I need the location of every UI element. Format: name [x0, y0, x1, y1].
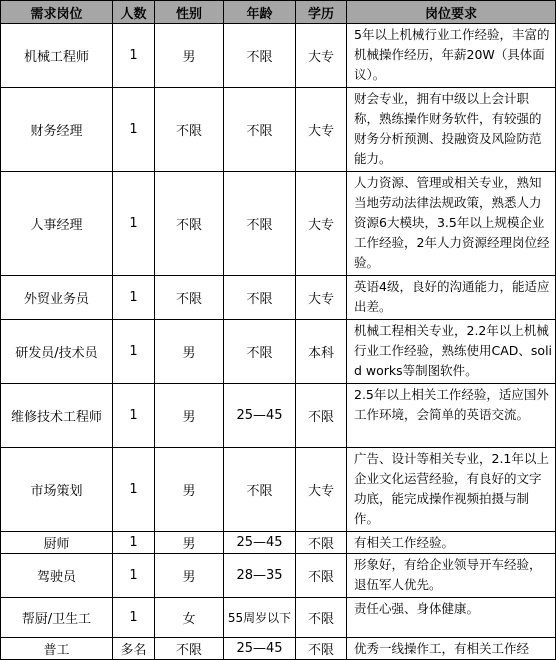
gender-cell: 男 — [155, 24, 224, 88]
header-row — [1, 1, 556, 24]
header-count: 人数 — [113, 1, 155, 24]
gender-cell: 男 — [155, 384, 224, 448]
requirement-cell: 优秀一线操作工，有相关工作经 — [347, 638, 556, 660]
header-gender: 性别 — [155, 1, 224, 24]
header-requirement: 岗位要求 — [347, 1, 556, 24]
age-cell: 不限 — [224, 172, 296, 276]
gender-cell: 不限 — [155, 88, 224, 172]
position-cell: 厨师 — [1, 532, 113, 554]
header-education: 学历 — [296, 1, 347, 24]
gender-cell: 不限 — [155, 276, 224, 320]
count-cell: 1 — [113, 24, 155, 88]
table-row — [1, 598, 556, 638]
age-cell: 不限 — [224, 276, 296, 320]
table-row — [1, 320, 556, 384]
requirement-cell: 责任心强、身体健康。 — [347, 598, 556, 638]
count-cell: 1 — [113, 320, 155, 384]
count-cell: 多名 — [113, 638, 155, 660]
table-row — [1, 24, 556, 88]
position-cell: 普工 — [1, 638, 113, 660]
education-cell: 本科 — [296, 320, 347, 384]
position-cell: 维修技术工程师 — [1, 384, 113, 448]
age-cell: 25—45 — [224, 384, 296, 448]
education-cell: 大专 — [296, 448, 347, 532]
gender-cell: 男 — [155, 320, 224, 384]
education-cell: 大专 — [296, 172, 347, 276]
count-cell: 1 — [113, 384, 155, 448]
position-cell: 市场策划 — [1, 448, 113, 532]
count-cell: 1 — [113, 532, 155, 554]
table-row — [1, 638, 556, 660]
requirement-cell: 2.5年以上相关工作经验，适应国外工作环境，会简单的英语交流。 — [347, 384, 556, 448]
header-position: 需求岗位 — [1, 1, 113, 24]
education-cell: 不限 — [296, 638, 347, 660]
table-row — [1, 554, 556, 598]
position-cell: 外贸业务员 — [1, 276, 113, 320]
requirement-cell: 财会专业，拥有中级以上会计职称，熟练操作财务软件，有较强的财务分析预测、投融资及风险防范能力。 — [347, 88, 556, 172]
table-row — [1, 448, 556, 532]
position-cell: 人事经理 — [1, 172, 113, 276]
requirement-cell: 广告、设计等相关专业，2.1年以上企业文化运营经验，有良好的文字功底，能完成操作视频拍摄与制作。 — [347, 448, 556, 532]
header-age: 年龄 — [224, 1, 296, 24]
age-cell: 不限 — [224, 88, 296, 172]
count-cell: 1 — [113, 88, 155, 172]
table-row — [1, 172, 556, 276]
count-cell: 1 — [113, 276, 155, 320]
requirement-cell: 有相关工作经验。 — [347, 532, 556, 554]
gender-cell: 不限 — [155, 172, 224, 276]
education-cell: 大专 — [296, 88, 347, 172]
gender-cell: 男 — [155, 532, 224, 554]
education-cell: 不限 — [296, 554, 347, 598]
position-cell: 研发员/技术员 — [1, 320, 113, 384]
requirement-cell: 5年以上机械行业工作经验，丰富的机械操作经历，年薪20W（具体面议）。 — [347, 24, 556, 88]
table-row — [1, 532, 556, 554]
education-cell: 不限 — [296, 532, 347, 554]
education-cell: 大专 — [296, 24, 347, 88]
requirement-cell: 英语4级，良好的沟通能力，能适应出差。 — [347, 276, 556, 320]
requirement-cell: 形象好，有给企业领导开车经验，退伍军人优先。 — [347, 554, 556, 598]
age-cell: 不限 — [224, 320, 296, 384]
gender-cell: 女 — [155, 598, 224, 638]
count-cell: 1 — [113, 598, 155, 638]
table-row — [1, 88, 556, 172]
age-cell: 不限 — [224, 448, 296, 532]
position-cell: 机械工程师 — [1, 24, 113, 88]
requirement-cell: 机械工程相关专业，2.2年以上机械行业工作经验，熟练使用CAD、solid works等制图软件。 — [347, 320, 556, 384]
table-row — [1, 276, 556, 320]
age-cell: 28—35 — [224, 554, 296, 598]
count-cell: 1 — [113, 172, 155, 276]
position-cell: 财务经理 — [1, 88, 113, 172]
gender-cell: 不限 — [155, 638, 224, 660]
education-cell: 不限 — [296, 384, 347, 448]
age-cell: 55周岁以下 — [224, 598, 296, 638]
education-cell: 大专 — [296, 276, 347, 320]
age-cell: 不限 — [224, 24, 296, 88]
gender-cell: 男 — [155, 448, 224, 532]
count-cell: 1 — [113, 448, 155, 532]
table-row — [1, 384, 556, 448]
education-cell: 不限 — [296, 598, 347, 638]
count-cell: 1 — [113, 554, 155, 598]
age-cell: 25—45 — [224, 638, 296, 660]
position-cell: 帮厨/卫生工 — [1, 598, 113, 638]
gender-cell: 男 — [155, 554, 224, 598]
position-cell: 驾驶员 — [1, 554, 113, 598]
age-cell: 25—45 — [224, 532, 296, 554]
requirement-cell: 人力资源、管理或相关专业，熟知当地劳动法律法规政策，熟悉人力资源6大模块，3.5年以上规模企业工作经验，2年人力资源经理岗位经验。 — [347, 172, 556, 276]
